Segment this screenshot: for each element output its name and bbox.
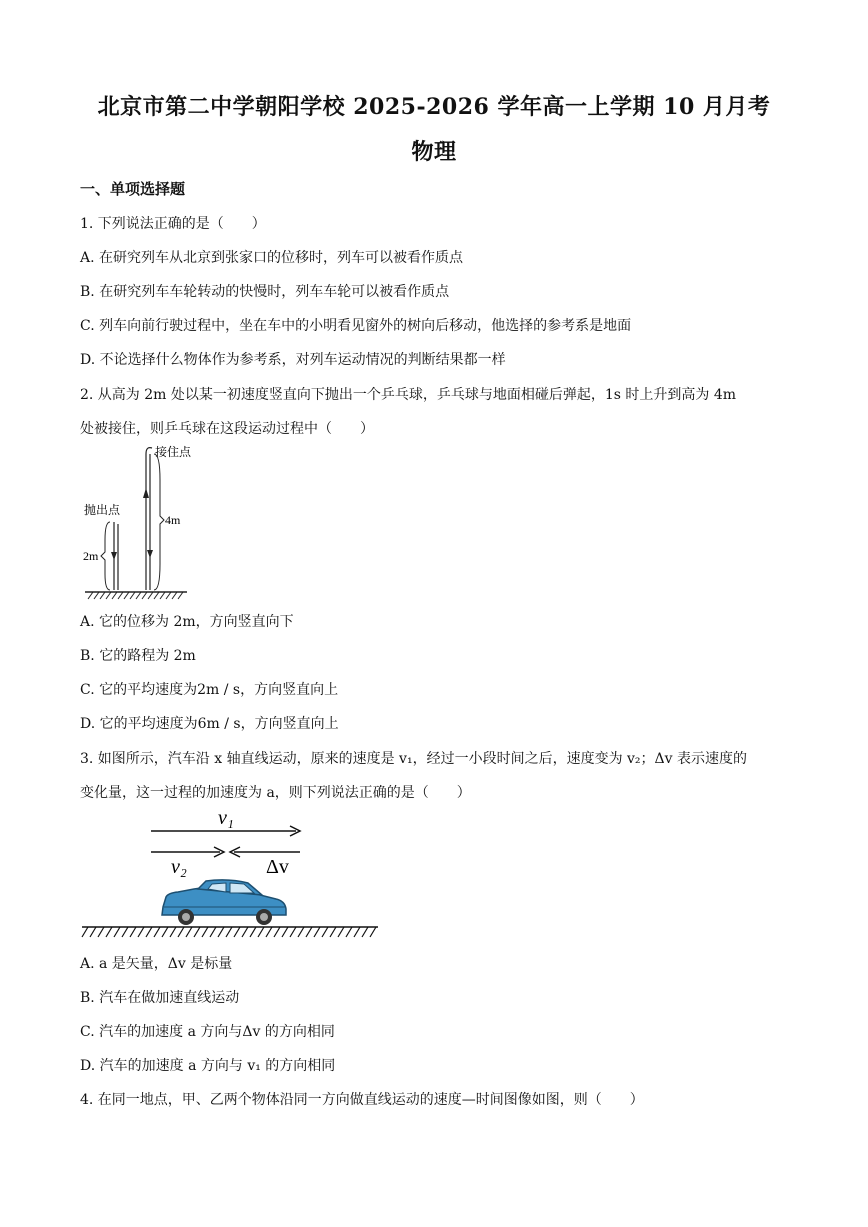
q2-height-2m: 2m — [83, 549, 99, 563]
q3-option-a: A. a 是矢量，Δv 是标量 — [80, 956, 233, 972]
q3-option-b: B. 汽车在做加速直线运动 — [80, 990, 240, 1006]
q1-option-a: A. 在研究列车从北京到张家口的位移时，列车可以被看作质点 — [80, 250, 464, 266]
q2-throw-label: 抛出点 — [84, 503, 121, 517]
q2-height-4m: 4m — [165, 513, 181, 527]
q2-option-a: A. 它的位移为 2m，方向竖直向下 — [80, 614, 294, 630]
q2-figure — [80, 440, 210, 600]
car-icon — [162, 880, 286, 925]
q3-figure — [78, 805, 388, 945]
q1-option-c: C. 列车向前行驶过程中，坐在车中的小明看见窗外的树向后移动，他选择的参考系是地面 — [80, 318, 632, 334]
q2-option-c: C. 它的平均速度为2m / s，方向竖直向上 — [80, 682, 339, 698]
q3-stem-line2: 变化量，这一过程的加速度为 a，则下列说法正确的是（ ） — [80, 785, 471, 801]
q3-v1-label: v₁ — [218, 807, 234, 829]
q2-stem-line2: 处被接住，则乒乓球在这段运动过程中（ ） — [80, 421, 374, 437]
section-title: 一、单项选择题 — [80, 180, 186, 198]
q3-option-c: C. 汽车的加速度 a 方向与Δv 的方向相同 — [80, 1024, 335, 1040]
q4-stem: 4. 在同一地点，甲、乙两个物体沿同一方向做直线运动的速度—时间图像如图，则（ ） — [80, 1092, 644, 1108]
page-subtitle: 物理 — [411, 139, 457, 165]
q1-option-b: B. 在研究列车车轮转动的快慢时，列车车轮可以被看作质点 — [80, 284, 450, 300]
q2-option-d: D. 它的平均速度为6m / s，方向竖直向上 — [80, 716, 339, 732]
q1-stem: 1. 下列说法正确的是（ ） — [80, 216, 266, 232]
q3-v2-label: v₂ — [171, 856, 187, 878]
q2-catch-label: 接住点 — [155, 445, 192, 459]
q3-stem-line1: 3. 如图所示，汽车沿 x 轴直线运动，原来的速度是 v₁，经过一小段时间之后，速度变为 v₂；Δv 表示速度的 — [80, 751, 748, 767]
q2-stem-line1: 2. 从高为 2m 处以某一初速度竖直向下抛出一个乒乓球，乒乓球与地面相碰后弹起，1s 时上升到高为 4m — [80, 387, 737, 403]
page-title: 北京市第二中学朝阳学校 2025-2026 学年高一上学期 10 月月考 — [97, 94, 771, 120]
q2-option-b: B. 它的路程为 2m — [80, 648, 196, 664]
q1-option-d: D. 不论选择什么物体作为参考系，对列车运动情况的判断结果都一样 — [80, 352, 506, 368]
q3-dv-label: Δv — [266, 856, 289, 878]
q3-option-d: D. 汽车的加速度 a 方向与 v₁ 的方向相同 — [80, 1058, 336, 1074]
